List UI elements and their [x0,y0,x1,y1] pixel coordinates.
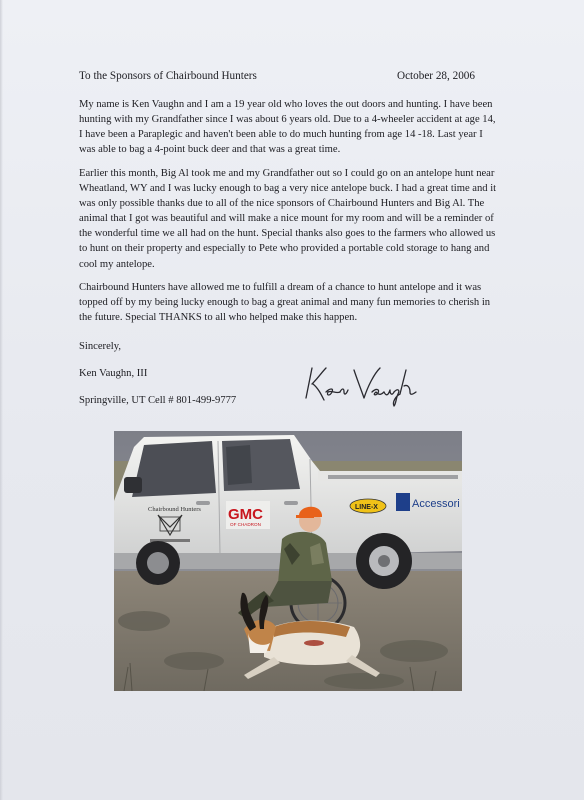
closing: Sincerely, [79,341,121,352]
door-decal-title: Chairbound Hunters [148,506,201,513]
hunt-photo-image [114,431,462,691]
signature [300,362,420,408]
letter-header [79,69,475,83]
paragraph-3: Chairbound Hunters have allowed me to fulfill a dream of a chance to hunt antelope and it was topped off by my being lucky enough to bag a great animal and many fun memories to cherish in the future. Special THANKS to all who helped make this happen. [79,282,491,324]
paragraph-2: Earlier this month, Big Al took me and my Grandfather out so I could go on an antelope hunt near Wheatland, WY and I was lucky enough to bag a very nice antelope buck. I had a great time and it was only possible thanks due to all of the nice sponsors of Chairbound Hunters and Big Al. The animal that I got was beautiful and will make a nice mount for my room and will be a reminder of the wonderful time we all had on the hunt. Special thanks also goes to the farmers who allowed us to hunt on their property and especially to Pete who provided a portable cold storage to hang and cool my antelope. [79,168,497,270]
hunt-photo [114,431,462,691]
dealer-brand: GMC [228,506,263,523]
dealer-decal [226,501,270,529]
dealer-subtitle: OF CHADRON [230,522,261,527]
scan-edge [0,0,3,800]
letter-date: October 28, 2006 [397,70,475,82]
sender-contact: Springville, UT Cell # 801-499-9777 [79,395,237,406]
sender-name: Ken Vaughn, III [79,368,148,379]
bed-decal-accessories: Accessori [412,498,460,510]
bed-decal-linex: LINE-X [355,504,378,511]
paragraph-1: My name is Ken Vaughn and I am a 19 year old who loves the out doors and hunting. I have been hunting with my Grandfather since I was about 6 years old. Due to a 4-wheeler accident at age 14, I have been a Paraplegic and haven't been able to do much hunting from age 14 -18. Last year I was able to bag a 4-point buck deer and that was a great time. [79,99,496,156]
salutation: To the Sponsors of Chairbound Hunters [79,70,257,82]
